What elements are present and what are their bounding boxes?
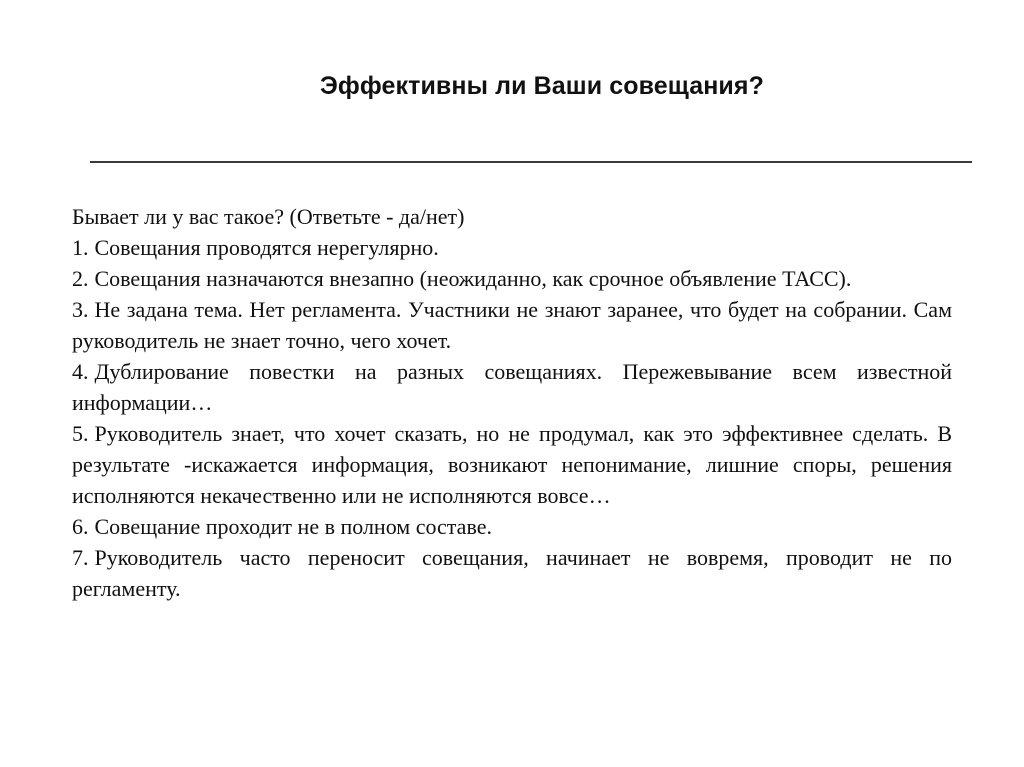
item-text: Совещания проводятся нерегулярно. <box>94 235 439 260</box>
list-item <box>72 418 952 511</box>
list-item <box>72 263 952 294</box>
list-item <box>72 511 952 542</box>
item-text: Руководитель знает, что хочет сказать, но не продумал, как это эффективнее сделать. В результате -искажается информация, возникают непонимание, лишние споры, решения исполняются некачественно или не исполняются вовсе… <box>72 421 952 508</box>
slide-body <box>72 201 952 604</box>
item-text: Совещания назначаются внезапно (неожиданно, как срочное объявление ТАСС). <box>94 266 852 291</box>
item-text: Руководитель часто переносит совещания, начинает не вовремя, проводит не по регламенту. <box>72 545 952 601</box>
item-number: 6. <box>72 514 89 539</box>
list-item <box>72 542 952 604</box>
item-number: 7. <box>72 545 89 570</box>
item-text: Совещание проходит не в полном составе. <box>94 514 492 539</box>
item-text: Дублирование повестки на разных совещаниях. Пережевывание всем известной информации… <box>72 359 952 415</box>
list-item <box>72 294 952 356</box>
title-divider <box>90 161 972 163</box>
list-item <box>72 232 952 263</box>
item-text: Не задана тема. Нет регламента. Участники не знают заранее, что будет на собрании. Сам руководитель не знает точно, чего хочет. <box>72 297 952 353</box>
slide-title: Эффективны ли Ваши совещания? <box>320 72 764 100</box>
intro-question: Бывает ли у вас такое? (Ответьте - да/нет) <box>72 204 465 229</box>
list-item <box>72 356 952 418</box>
item-number: 4. <box>72 359 89 384</box>
item-number: 3. <box>72 297 89 322</box>
item-number: 1. <box>72 235 89 260</box>
item-number: 2. <box>72 266 89 291</box>
item-number: 5. <box>72 421 89 446</box>
